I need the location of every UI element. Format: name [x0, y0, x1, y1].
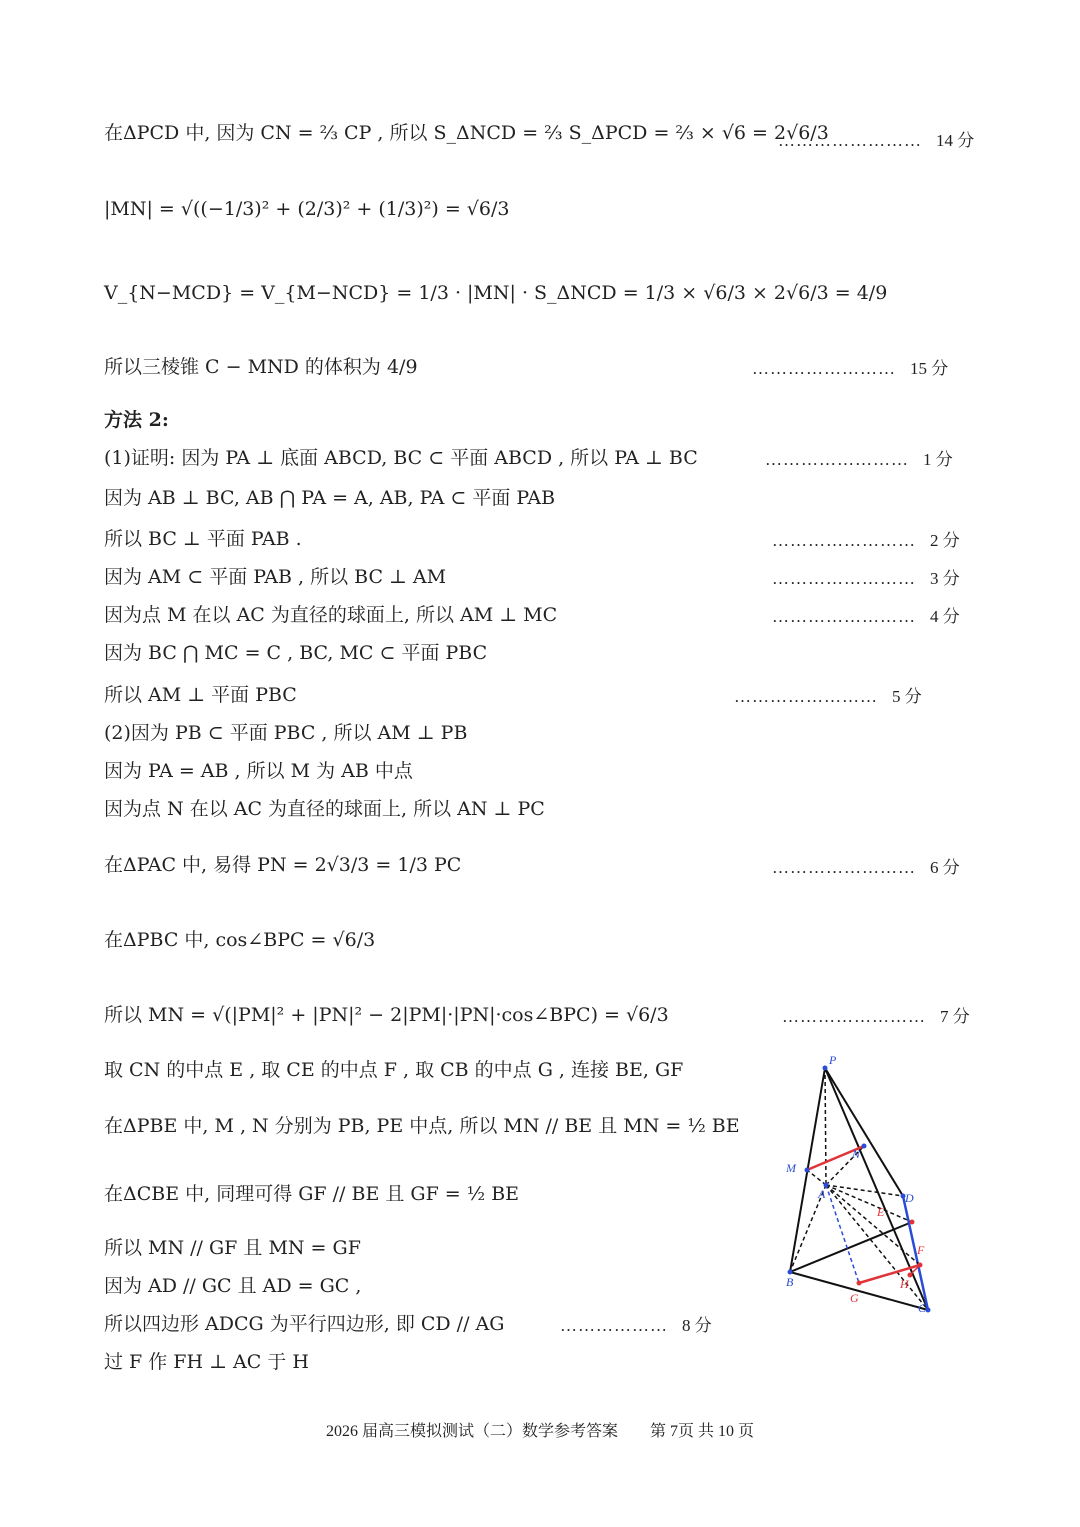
text-line: 所以三棱锥 C − MND 的体积为 4/9	[104, 356, 418, 378]
leader-dots: ……………………	[782, 1007, 926, 1026]
leader-dots: ……………………	[772, 858, 916, 877]
leader-dots: ……………………	[778, 131, 922, 150]
score-marker	[778, 126, 974, 151]
text-line: |MN| = √((−1/3)² + (2/3)² + (1/3)²) = √6/3	[104, 198, 510, 220]
label-h: H	[900, 1277, 909, 1291]
score-label: 2 分	[930, 531, 960, 550]
section-heading: 方法 2:	[104, 409, 169, 431]
score-marker	[752, 354, 948, 379]
leader-dots: ……………………	[772, 607, 916, 626]
text-line: 在ΔPCD 中, 因为 CN = ⅔ CP , 所以 S_ΔNCD = ⅔ S_ΔPCD = ⅔ × √6 = 2√6/3	[104, 122, 829, 144]
text-line: 所以 MN // GF 且 MN = GF	[104, 1237, 361, 1259]
label-e: E	[877, 1205, 885, 1219]
score-marker	[560, 1311, 712, 1336]
score-label: 6 分	[930, 858, 960, 877]
score-marker	[772, 564, 960, 589]
text-line: V_{N−MCD} = V_{M−NCD} = 1/3 · |MN| · S_ΔNCD = 1/3 × √6/3 × 2√6/3 = 4/9	[104, 282, 888, 304]
text-line: 在ΔPBE 中, M , N 分别为 PB, PE 中点, 所以 MN // BE 且 MN = ½ BE	[104, 1115, 740, 1137]
text-line: (1)证明: 因为 PA ⊥ 底面 ABCD, BC ⊂ 平面 ABCD , 所以 PA ⊥ BC	[104, 447, 698, 469]
leader-dots: ……………………	[772, 531, 916, 550]
leader-dots: ……………………	[772, 569, 916, 588]
leader-dots: ……………………	[765, 450, 909, 469]
text-line: (2)因为 PB ⊂ 平面 PBC , 所以 AM ⊥ PB	[104, 722, 468, 744]
point-p	[823, 1066, 828, 1071]
edge-am	[807, 1170, 826, 1185]
text-line: 所以 MN = √(|PM|² + |PN|² − 2|PM|·|PN|·cos∠BPC) = √6/3	[104, 1004, 669, 1026]
text-line: 所以四边形 ADCG 为平行四边形, 即 CD // AG	[104, 1313, 505, 1335]
label-p: P	[829, 1053, 837, 1067]
text-line: 因为点 M 在以 AC 为直径的球面上, 所以 AM ⊥ MC	[104, 604, 558, 626]
point-e	[910, 1220, 915, 1225]
label-f: F	[917, 1243, 925, 1257]
text-line: 因为 AD // GC 且 AD = GC ,	[104, 1275, 362, 1297]
score-label: 8 分	[682, 1316, 712, 1335]
text-line: 过 F 作 FH ⊥ AC 于 H	[104, 1351, 309, 1373]
score-marker	[734, 682, 922, 707]
label-c: C	[918, 1301, 927, 1315]
point-g	[857, 1281, 862, 1286]
text-line: 取 CN 的中点 E , 取 CE 的中点 F , 取 CB 的中点 G , 连接 BE, GF	[104, 1059, 684, 1081]
label-a: A	[818, 1187, 826, 1201]
score-marker	[782, 1002, 970, 1027]
text-line: 因为 AB ⊥ BC, AB ⋂ PA = A, AB, PA ⊂ 平面 PAB	[104, 487, 556, 509]
leader-dots: ………………	[560, 1316, 668, 1335]
edge-pd	[825, 1068, 903, 1196]
point-m	[805, 1168, 810, 1173]
label-b: B	[786, 1275, 794, 1289]
score-label: 14 分	[936, 131, 975, 150]
text-line: 因为点 N 在以 AC 为直径的球面上, 所以 AN ⊥ PC	[104, 798, 545, 820]
score-label: 3 分	[930, 569, 960, 588]
text-line: 在ΔPBC 中, cos∠BPC = √6/3	[104, 929, 376, 951]
score-marker	[772, 853, 960, 878]
label-n: N	[852, 1147, 861, 1161]
score-marker	[772, 602, 960, 627]
score-label: 5 分	[892, 687, 922, 706]
score-marker	[765, 445, 953, 470]
point-n	[862, 1144, 867, 1149]
text-line: 因为 PA = AB , 所以 M 为 AB 中点	[104, 760, 413, 782]
score-label: 7 分	[940, 1007, 970, 1026]
edge-pa	[825, 1068, 826, 1185]
score-label: 15 分	[910, 359, 949, 378]
text-line: 所以 BC ⊥ 平面 PAB .	[104, 528, 302, 550]
point-b	[788, 1270, 793, 1275]
point-f	[918, 1263, 923, 1268]
leader-dots: ……………………	[752, 359, 896, 378]
edge-be	[790, 1222, 912, 1272]
edge-pc	[825, 1068, 928, 1310]
label-d: D	[905, 1191, 914, 1205]
score-marker	[772, 526, 960, 551]
page-footer: 2026 届高三模拟测试（二）数学参考答案 第 7页 共 10 页	[325, 1423, 754, 1440]
text-line: 在ΔPAC 中, 易得 PN = 2√3/3 = 1/3 PC	[104, 854, 462, 876]
label-m: M	[786, 1161, 796, 1175]
score-label: 4 分	[930, 607, 960, 626]
text-line: 在ΔCBE 中, 同理可得 GF // BE 且 GF = ½ BE	[104, 1183, 520, 1205]
leader-dots: ……………………	[734, 687, 878, 706]
score-label: 1 分	[923, 450, 953, 469]
pyramid-figure	[770, 1050, 950, 1320]
text-line: 因为 AM ⊂ 平面 PAB , 所以 BC ⊥ AM	[104, 566, 447, 588]
label-g: G	[850, 1291, 859, 1305]
point-c	[926, 1308, 931, 1313]
text-line: 因为 BC ⋂ MC = C , BC, MC ⊂ 平面 PBC	[104, 642, 488, 664]
text-line: 所以 AM ⊥ 平面 PBC	[104, 684, 297, 706]
